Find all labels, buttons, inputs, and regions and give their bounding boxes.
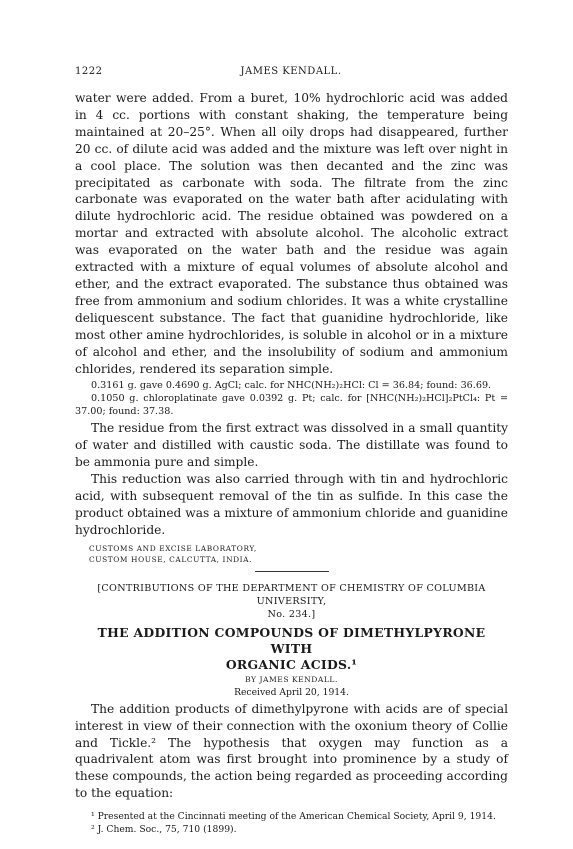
section-divider (255, 571, 329, 572)
footnote-2: ² J. Chem. Soc., 75, 710 (1899). (91, 824, 237, 836)
article-intro-paragraph: The addition products of dimethylpyrone with acids are of special interest in view of their connection with the oxonium theory of Collie and Tickle.² The hypothesis that oxygen may function as a quadrivalent atom was first brought into prominence by a study of these compounds, the action being regarded as proceeding according to the equation: (75, 701, 508, 801)
laboratory-signature (89, 543, 508, 565)
signature-line-2: CUSTOM HOUSE, CALCUTTA, INDIA. (89, 554, 253, 564)
contribution-line-1: [CONTRIBUTIONS OF THE DEPARTMENT OF CHEMISTRY OF COLUMBIA UNIVERSITY, (97, 582, 486, 607)
running-head-author: JAMES KENDALL. (240, 66, 342, 77)
paragraph-tin-reduction: This reduction was also carried through with tin and hydrochloric acid, with subsequent removal of the tin as sulfide. In this case the product obtained was a mixture of ammonium chloride and guanidine hydrochloride. (75, 472, 508, 537)
contribution-line-2: No. 234.] (267, 608, 316, 620)
signature-line-1: CUSTOMS AND EXCISE LABORATORY, (89, 543, 257, 553)
footnote-1: ¹ Presented at the Cincinnati meeting of the American Chemical Society, April 9, 1914. (91, 811, 496, 823)
article-byline: BY JAMES KENDALL. (245, 674, 338, 684)
article-title-line-1: THE ADDITION COMPOUNDS OF DIMETHYLPYRONE WITH (97, 624, 486, 656)
footnotes (75, 810, 508, 836)
article-title (75, 625, 508, 673)
paragraph-preparation: water were added. From a buret, 10% hydrochloric acid was added in 4 cc. portions with constant shaking, the temperature being maintained at 20–25°. When all oily drops had disappeared, further 20 cc. of dilute acid was added and the mixture was left over night in a cool place. The solution was then decanted and the zinc was precipitated as carbonate with soda. The filtrate from the zinc carbonate was evaporated on the water bath after acidulating with dilute hydrochloric acid. The residue obtained was powdered on a mortar and extracted with absolute alcohol. The alcoholic extract was evaporated on the water bath and the residue was again extracted with a mixture of equal volumes of absolute alcohol and ether, and the extract evaporated. The substance thus obtained was free from ammonium and sodium chlorides. It was a white crystalline deliquescent substance. The fact that guanidine hydrochloride, like most other amine hydrochlorides, is soluble in alcohol or in a mixture of alcohol and ether, and the insolubility of sodium and ammonium chlorides, rendered its separation simple. (75, 91, 508, 376)
analysis-block (75, 379, 508, 418)
contribution-note (75, 582, 508, 621)
analysis-line-chloride: 0.3161 g. gave 0.4690 g. AgCl; calc. for NHC(NH₂)₂HCl: Cl = 36.84; found: 36.69. (91, 380, 492, 392)
page-body (75, 90, 508, 836)
received-date: Received April 20, 1914. (234, 686, 349, 698)
analysis-line-platinum: 0.1050 g. chloroplatinate gave 0.0392 g. Pt; calc. for [NHC(NH₂)₂HCl]₂PtCl₄: Pt = 37.00; found: 37.38. (75, 393, 508, 418)
paragraph-residue: The residue from the first extract was dissolved in a small quantity of water and distilled with caustic soda. The distillate was found to be ammonia pure and simple. (75, 421, 508, 470)
page-number: 1222 (75, 66, 103, 77)
article-title-line-2: ORGANIC ACIDS.¹ (225, 656, 358, 672)
